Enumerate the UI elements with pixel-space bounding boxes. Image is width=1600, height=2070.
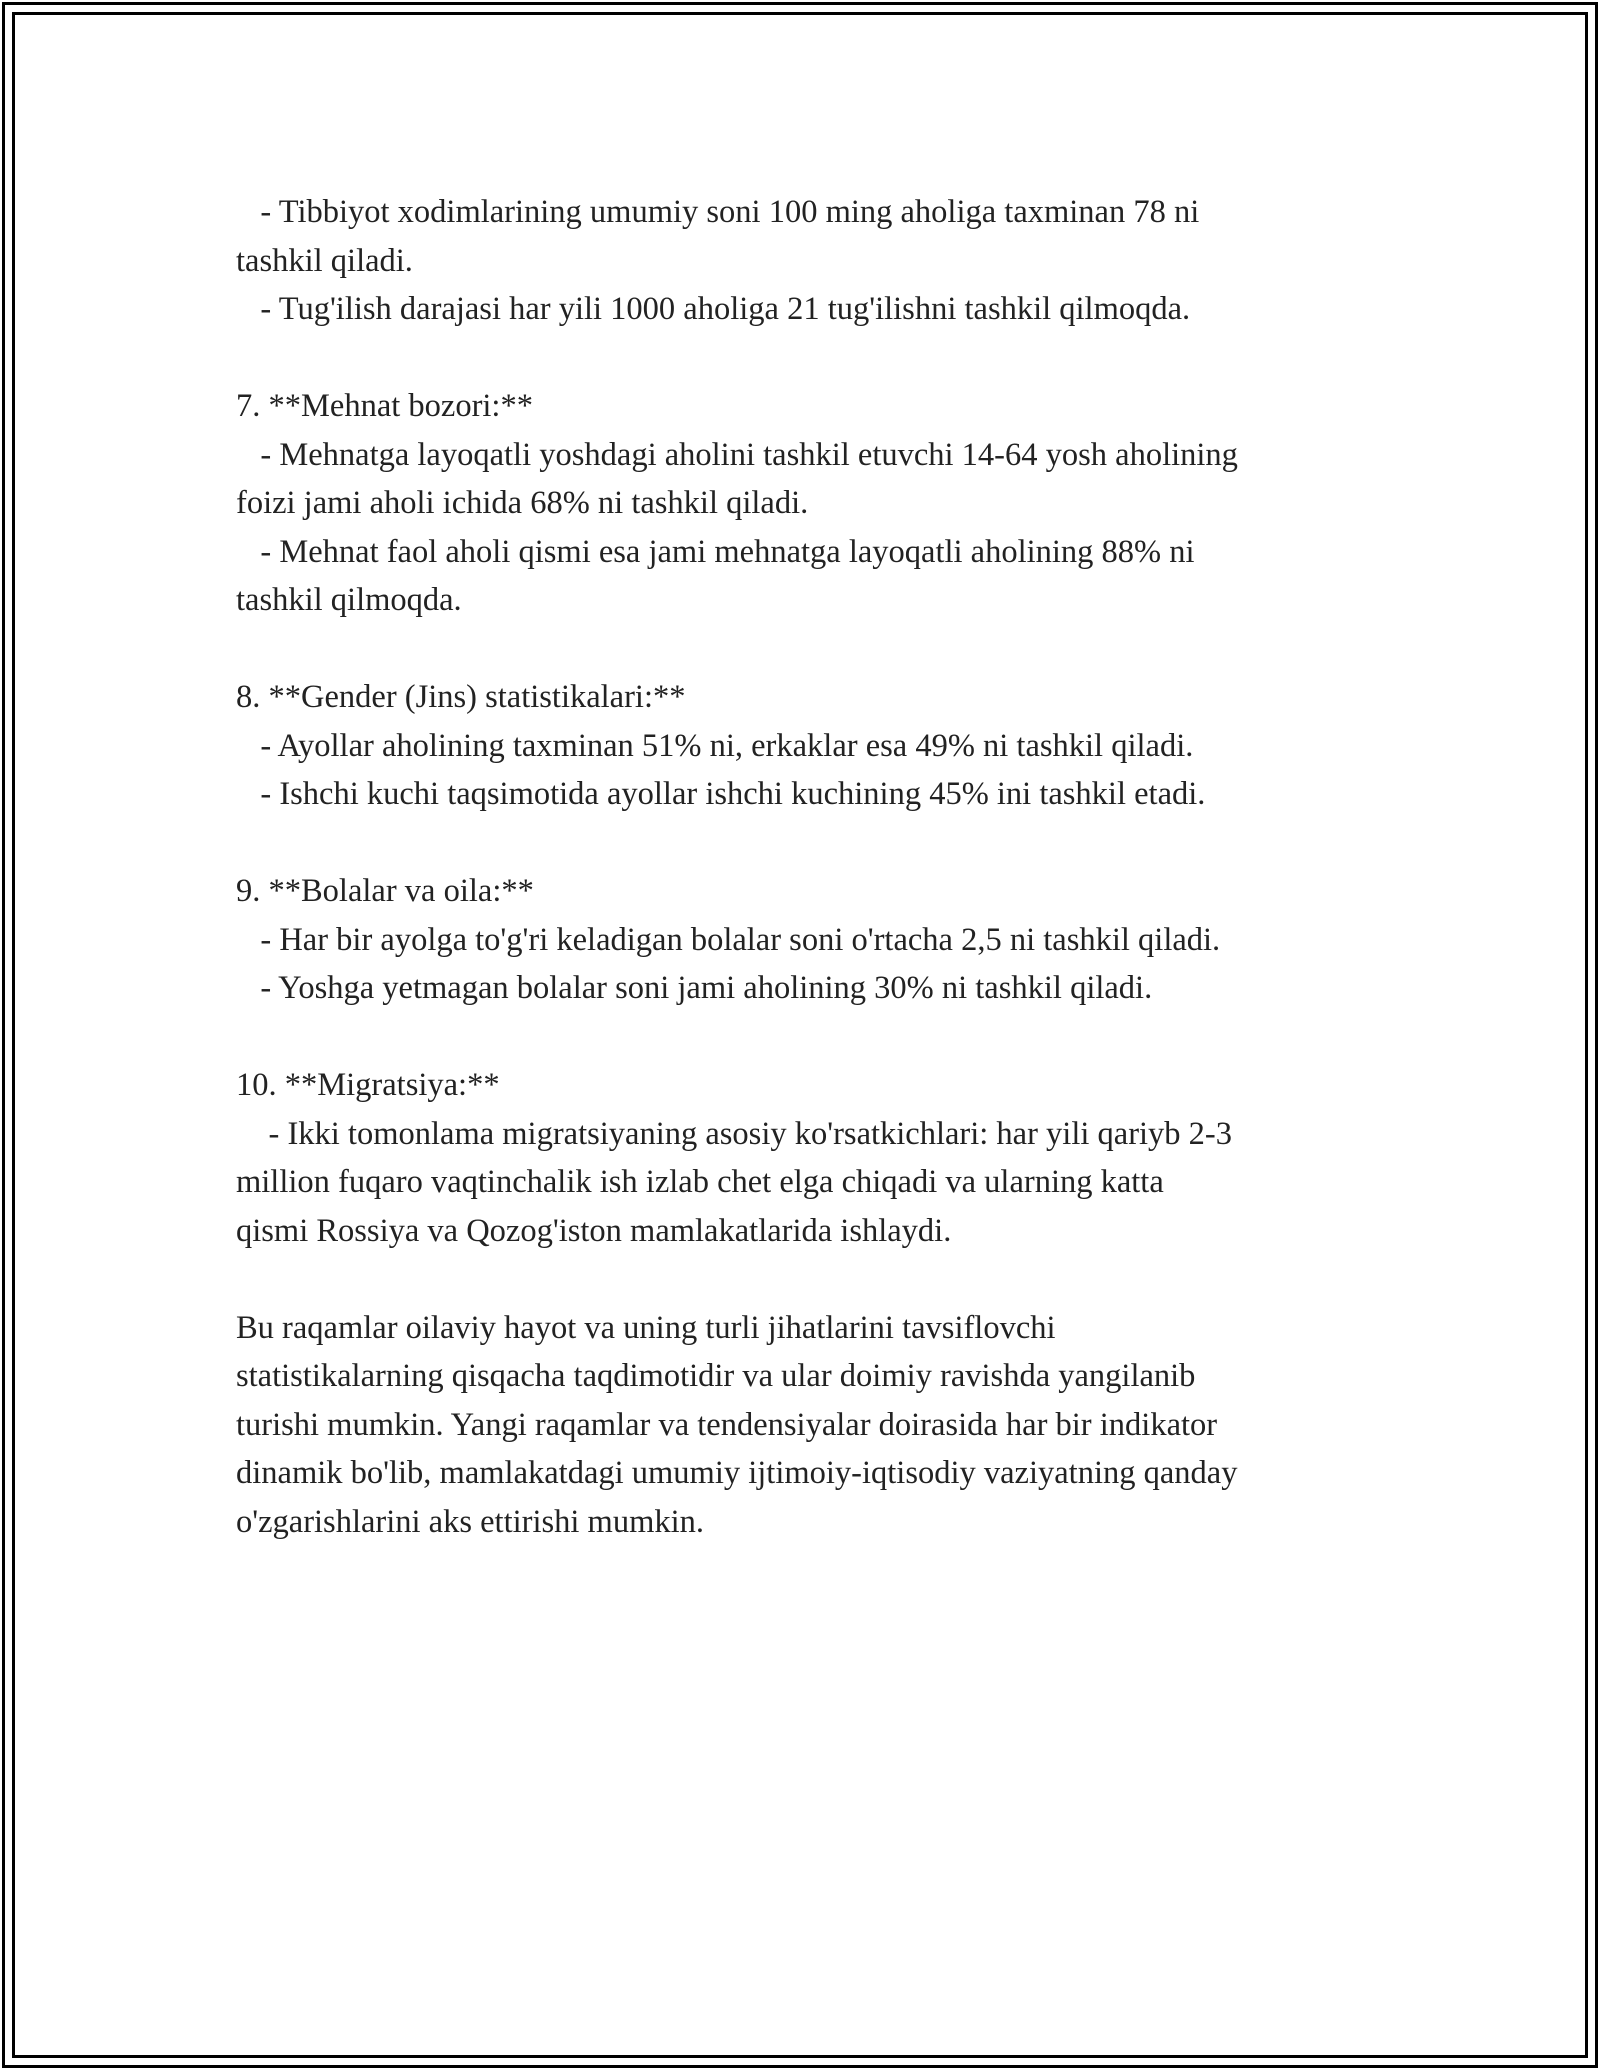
text-line: 9. **Bolalar va oila:** — [236, 873, 534, 909]
paragraph-gap — [236, 819, 1376, 868]
text-line: - Tug'ilish darajasi har yili 1000 aholiga 21 tug'ilishni tashkil qilmoqda. — [236, 291, 1191, 327]
text-line: statistikalarning qisqacha taqdimotidir va ular doimiy ravishda yangilanib — [236, 1358, 1196, 1394]
text-line: o'zgarishlarini aks ettirishi mumkin. — [236, 1503, 704, 1540]
text-line: - Mehnatga layoqatli yoshdagi aholini tashkil etuvchi 14-64 yosh aholining — [236, 436, 1238, 473]
text-line: million fuqaro vaqtinchalik ish izlab chet elga chiqadi va ularning katta — [236, 1164, 1164, 1200]
paragraph-gap — [236, 1255, 1376, 1304]
paragraph-gap — [236, 1013, 1376, 1062]
document-body — [236, 188, 1376, 1546]
text-line: - Yoshga yetmagan bolalar soni jami aholining 30% ni tashkil qiladi. — [236, 970, 1153, 1006]
text-line: 7. **Mehnat bozori:** — [236, 388, 533, 424]
paragraph-block — [236, 1304, 1376, 1547]
text-line: - Har bir ayolga to'g'ri keladigan bolalar soni o'rtacha 2,5 ni tashkil qiladi. — [236, 921, 1221, 958]
text-line: foizi jami aholi ichida 68% ni tashkil qiladi. — [236, 485, 809, 521]
paragraph-block — [236, 188, 1376, 334]
text-line: tashkil qilmoqda. — [236, 582, 462, 618]
text-line: - Ishchi kuchi taqsimotida ayollar ishchi kuchining 45% ini tashkil etadi. — [236, 776, 1206, 812]
text-line: turishi mumkin. Yangi raqamlar va tendensiyalar doirasida har bir indikator — [236, 1406, 1218, 1443]
paragraph-block — [236, 1061, 1376, 1255]
paragraph-block — [236, 382, 1376, 625]
paragraph-block — [236, 867, 1376, 1013]
text-line: tashkil qiladi. — [236, 242, 413, 279]
text-line: qismi Rossiya va Qozog'iston mamlakatlarida ishlaydi. — [236, 1212, 952, 1249]
text-line: - Mehnat faol aholi qismi esa jami mehnatga layoqatli aholining 88% ni — [236, 533, 1195, 570]
text-line: 10. **Migratsiya:** — [236, 1067, 500, 1103]
text-line: dinamik bo'lib, mamlakatdagi umumiy ijtimoiy-iqtisodiy vaziyatning qanday — [236, 1455, 1238, 1491]
text-line: - Ikki tomonlama migratsiyaning asosiy ko'rsatkichlari: har yili qariyb 2-3 — [236, 1115, 1232, 1152]
text-line: - Tibbiyot xodimlarining umumiy soni 100 ming aholiga taxminan 78 ni — [236, 194, 1200, 230]
text-line: Bu raqamlar oilaviy hayot va uning turli jihatlarini tavsiflovchi — [236, 1309, 1056, 1346]
paragraph-gap — [236, 625, 1376, 674]
text-line: - Ayollar aholining taxminan 51% ni, erkaklar esa 49% ni tashkil qiladi. — [236, 727, 1194, 764]
paragraph-block — [236, 673, 1376, 819]
paragraph-gap — [236, 334, 1376, 383]
text-line: 8. **Gender (Jins) statistikalari:** — [236, 679, 686, 715]
